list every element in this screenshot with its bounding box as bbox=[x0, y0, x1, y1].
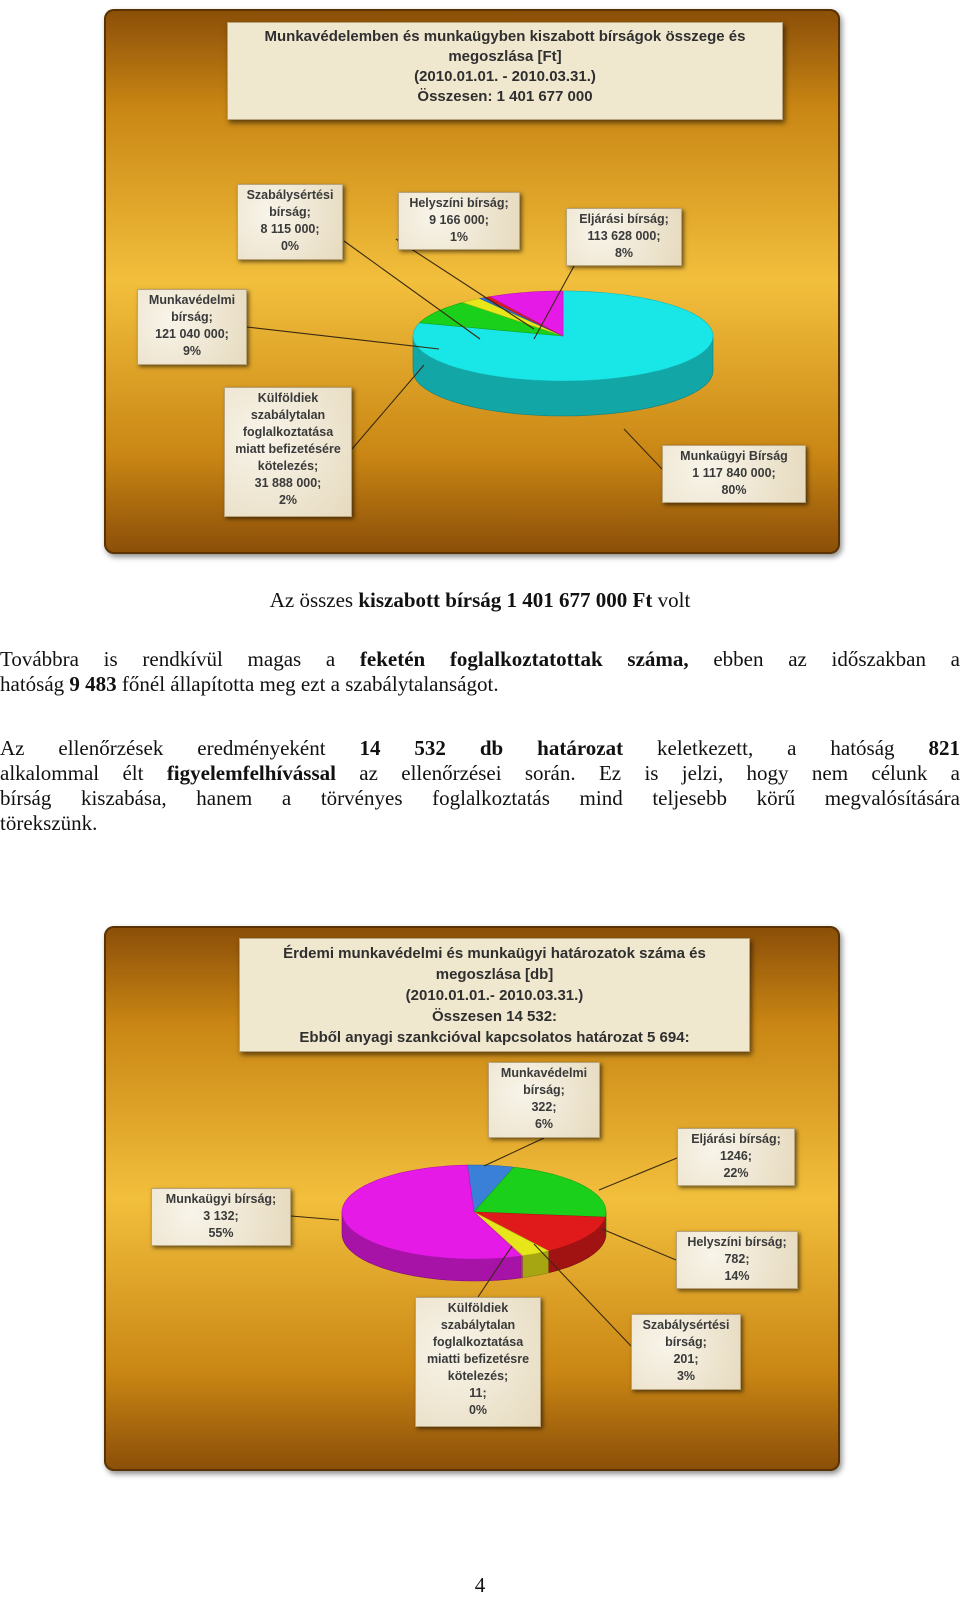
slice-label-helyszini: Helyszíni bírság; 782; 14% bbox=[676, 1231, 798, 1289]
leader-line-szabalysertesi bbox=[344, 241, 480, 339]
chart-title-line: Ebből anyagi szankcióval kapcsolatos határozat 5 694: bbox=[299, 1029, 690, 1046]
page-number: 4 bbox=[474, 1573, 486, 1597]
leader-line-munkaugyi bbox=[291, 1216, 339, 1220]
chart-title-line: Munkavédelemben és munkaügyben kiszabott bírságok összege és bbox=[264, 28, 746, 45]
slice-label-kulfoldiek: Külföldiek szabálytalan foglalkoztatása miatt befizetésére kötelezés; 31 888 000; 2% bbox=[224, 387, 352, 517]
paragraph-decisions: Az ellenőrzések eredményeként 14 532 db határozat keletkezett, a hatóság 821 alkalommal élt figyelemfelhívással az ellenőrzései során. Ez is jelzi, hogy nem célunk a bírság kiszabása, hanem a törvényes foglalkoztatás mind teljesebb körű megvalósítására törekszünk. bbox=[0, 736, 960, 835]
leader-line-munkavedelmi bbox=[484, 1138, 544, 1166]
chart-title-line: Érdemi munkavédelmi és munkaügyi határozatok száma és bbox=[283, 945, 706, 962]
slice-label-kulfoldiek: Külföldiek szabálytalan foglalkoztatása miatti befizetésre kötelezés; 11; 0% bbox=[415, 1297, 541, 1427]
chart-title-line: (2010.01.01.- 2010.03.31.) bbox=[405, 987, 584, 1004]
chart-title bbox=[227, 22, 783, 120]
slice-label-munkaugyi: Munkaügyi bírság; 3 132; 55% bbox=[151, 1188, 291, 1246]
decisions-count-chart bbox=[104, 926, 840, 1471]
chart-title-line: Összesen 14 532: bbox=[431, 1008, 558, 1025]
slice-label-munkavedelmi: Munkavédelmi bírság; 322; 6% bbox=[488, 1062, 600, 1138]
slice-label-eljarasi: Eljárási bírság; 113 628 000; 8% bbox=[566, 208, 682, 266]
leader-line-eljarasi bbox=[599, 1158, 677, 1190]
paragraph-illegal-employment: Továbbra is rendkívül magas a feketén foglalkoztatottak száma, ebben az időszakban a hatóság 9 483 főnél állapította meg ezt a szabálytalanságot. bbox=[0, 647, 960, 696]
chart-title-line: (2010.01.01. - 2010.03.31.) bbox=[414, 68, 596, 85]
chart-title-line: megoszlása [db] bbox=[435, 966, 554, 983]
slice-label-helyszini: Helyszíni bírság; 9 166 000; 1% bbox=[398, 192, 520, 250]
chart-title-line: megoszlása [Ft] bbox=[448, 48, 562, 65]
slice-label-munkavedelmi: Munkavédelmi bírság; 121 040 000; 9% bbox=[137, 289, 247, 365]
slice-label-szabalysertesi: Szabálysértési bírság; 8 115 000; 0% bbox=[237, 184, 343, 260]
slice-label-munkaugyi: Munkaügyi Bírság 1 117 840 000; 80% bbox=[662, 445, 806, 503]
slice-label-szabalysertesi: Szabálysértési bírság; 201; 3% bbox=[631, 1314, 741, 1390]
slice-label-eljarasi: Eljárási bírság; 1246; 22% bbox=[677, 1128, 795, 1186]
leader-line-munkavedelmi bbox=[247, 327, 439, 349]
chart-title-line: Összesen: 1 401 677 000 bbox=[417, 88, 593, 105]
total-fines-sentence: Az összes kiszabott bírság 1 401 677 000 Ft volt bbox=[269, 588, 691, 612]
leader-line-helyszini bbox=[602, 1229, 676, 1260]
leader-line-kulfoldiek bbox=[352, 365, 424, 449]
fines-amount-chart bbox=[104, 9, 840, 554]
leader-line-munkaugyi bbox=[624, 429, 662, 469]
chart-title bbox=[239, 938, 750, 1052]
